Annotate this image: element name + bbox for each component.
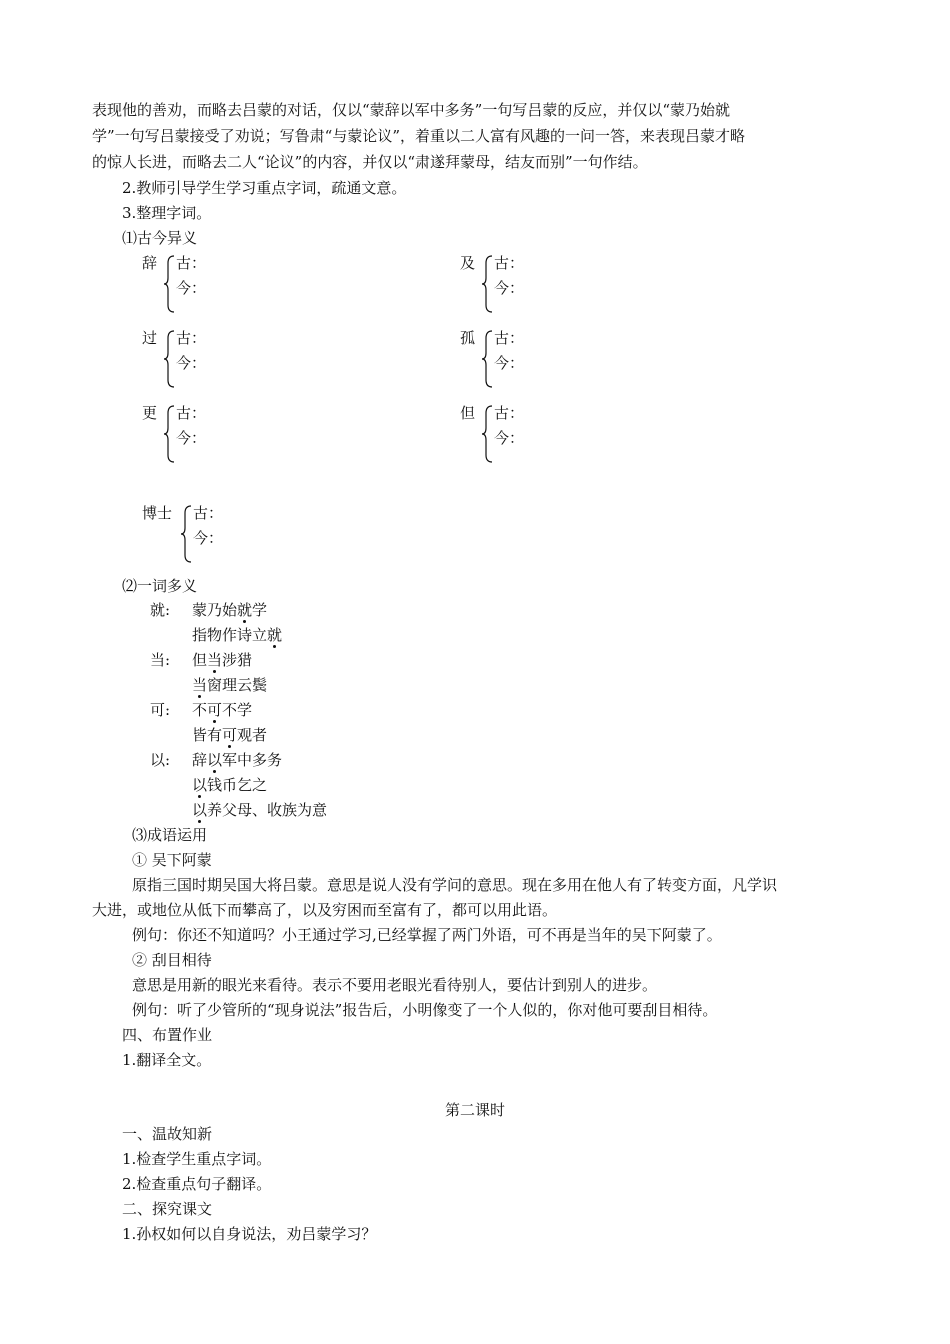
- gj-ancient-label: 古：: [494, 404, 525, 422]
- poly-text: 钱币乞之: [207, 776, 268, 794]
- gj-ancient-label: 古：: [494, 254, 525, 272]
- poly-text: 不: [192, 701, 208, 719]
- section-polysemy-title: ⑵一词多义: [122, 577, 198, 595]
- idiom-1-desc-1: 原指三国时期吴国大将吕蒙。意思是说人没有学问的意思。现在多用在他人有了转变方面，凡学识: [132, 876, 778, 894]
- brace-icon: [481, 255, 493, 313]
- lesson-2-item-2: 2.检查重点句子翻译。: [122, 1175, 272, 1193]
- gj-modern-label: 今：: [176, 354, 207, 372]
- idiom-1-name: ① 吴下阿蒙: [132, 851, 212, 869]
- homework-item-1: 1.翻译全文。: [122, 1051, 212, 1069]
- idiom-1-desc-2: 大进，或地位从低下而攀高了，以及穷困而至富有了，都可以用此语。: [92, 901, 558, 919]
- homework-title: 四、布置作业: [122, 1026, 213, 1044]
- gj-word-ji: [460, 253, 660, 317]
- poly-example: [192, 700, 252, 720]
- poly-text: 窗理云鬓: [207, 676, 268, 694]
- poly-text: 但: [192, 651, 208, 669]
- poly-example: [192, 600, 267, 620]
- gj-modern-label: 今：: [193, 529, 224, 547]
- poly-example: [192, 750, 282, 770]
- intro-line-3: 的惊人长进，而略去二人“论议”的内容，并仅以“肃遂拜蒙母，结友而别”一句作结。: [92, 153, 648, 171]
- poly-text: 养父母、收族为意: [207, 801, 328, 819]
- brace-icon: [163, 405, 175, 463]
- idiom-1-example: 例句：你还不知道吗？小王通过学习,已经掌握了两门外语，可不再是当年的吴下阿蒙了。: [132, 926, 722, 944]
- gj-word-dan: [460, 403, 660, 467]
- brace-icon: [163, 330, 175, 388]
- gj-word-boshi: [142, 503, 342, 567]
- intro-line-2: 学”一句写吕蒙接受了劝说；写鲁肃“与蒙论议”，着重以二人富有风趣的一问一答，来表现吕蒙才略: [92, 127, 746, 145]
- poly-dotted-char: 以: [207, 751, 223, 769]
- intro-line-1: 表现他的善劝，而略去吕蒙的对话，仅以“蒙辞以军中多务”一句写吕蒙的反应，并仅以“蒙乃始就: [92, 101, 731, 119]
- section-ancient-modern-title: ⑴古今异义: [122, 229, 198, 247]
- gj-modern-label: 今：: [176, 429, 207, 447]
- gj-word: 博士: [142, 504, 173, 522]
- gj-ancient-label: 古：: [494, 329, 525, 347]
- idiom-2-desc: 意思是用新的眼光来看待。表示不要用老眼光看待别人，要估计到别人的进步。: [132, 976, 658, 994]
- step-3: 3.整理字词。: [122, 204, 212, 222]
- gj-word-gu: [460, 328, 660, 392]
- gj-word: 辞: [142, 254, 158, 272]
- poly-example: [192, 625, 282, 645]
- lesson-2-item-3: 1.孙权如何以自身说法，劝吕蒙学习？: [122, 1225, 377, 1243]
- idiom-2-example: 例句：听了少管所的“现身说法”报告后，小明像变了一个人似的，你对他可要刮目相待。: [132, 1001, 718, 1019]
- poly-key-yi: 以:: [150, 751, 171, 769]
- gj-ancient-label: 古：: [176, 254, 207, 272]
- poly-dotted-char: 可: [222, 726, 238, 744]
- poly-text: 涉猎: [222, 651, 253, 669]
- gj-ancient-label: 古：: [176, 404, 207, 422]
- gj-word: 更: [142, 404, 158, 422]
- poly-key-dang: 当:: [150, 651, 171, 669]
- poly-example: [192, 675, 267, 695]
- gj-modern-label: 今：: [494, 429, 525, 447]
- gj-word: 及: [460, 254, 476, 272]
- section-idiom-title: ⑶成语运用: [132, 826, 208, 844]
- poly-text: 学: [252, 601, 268, 619]
- poly-text: 指物作诗立: [192, 626, 268, 644]
- poly-text: 观者: [237, 726, 268, 744]
- brace-icon: [163, 255, 175, 313]
- gj-word: 过: [142, 329, 158, 347]
- poly-dotted-char: 就: [267, 626, 283, 644]
- gj-modern-label: 今：: [176, 279, 207, 297]
- lesson-2-part-2: 二、探究课文: [122, 1200, 213, 1218]
- gj-modern-label: 今：: [494, 279, 525, 297]
- poly-text: 蒙乃始: [192, 601, 238, 619]
- poly-text: 辞: [192, 751, 208, 769]
- brace-icon: [481, 405, 493, 463]
- poly-example: [192, 800, 327, 820]
- step-2: 2.教师引导学生学习重点字词，疏通文意。: [122, 179, 407, 197]
- lesson-2-item-1: 1.检查学生重点字词。: [122, 1150, 272, 1168]
- gj-modern-label: 今：: [494, 354, 525, 372]
- poly-key-ke: 可:: [150, 701, 171, 719]
- brace-icon: [180, 505, 192, 563]
- gj-ancient-label: 古：: [176, 329, 207, 347]
- brace-icon: [481, 330, 493, 388]
- gj-word-geng: [142, 403, 342, 467]
- poly-example: [192, 725, 267, 745]
- poly-dotted-char: 就: [237, 601, 253, 619]
- poly-dotted-char: 以: [192, 776, 208, 794]
- poly-example: [192, 775, 267, 795]
- lesson-2-title: 第二课时: [444, 1101, 505, 1119]
- idiom-2-name: ② 刮目相待: [132, 951, 212, 969]
- gj-word-guo: [142, 328, 342, 392]
- poly-dotted-char: 以: [192, 801, 208, 819]
- poly-key-jiu: 就:: [150, 601, 171, 619]
- poly-text: 军中多务: [222, 751, 283, 769]
- poly-dotted-char: 当: [207, 651, 223, 669]
- gj-word-ci: [142, 253, 342, 317]
- gj-ancient-label: 古：: [193, 504, 224, 522]
- lesson-2-part-1: 一、温故知新: [122, 1125, 213, 1143]
- poly-dotted-char: 可: [207, 701, 223, 719]
- poly-text: 皆有: [192, 726, 223, 744]
- poly-text: 不学: [222, 701, 253, 719]
- poly-example: [192, 650, 252, 670]
- poly-dotted-char: 当: [192, 676, 208, 694]
- gj-word: 但: [460, 404, 476, 422]
- gj-word: 孤: [460, 329, 476, 347]
